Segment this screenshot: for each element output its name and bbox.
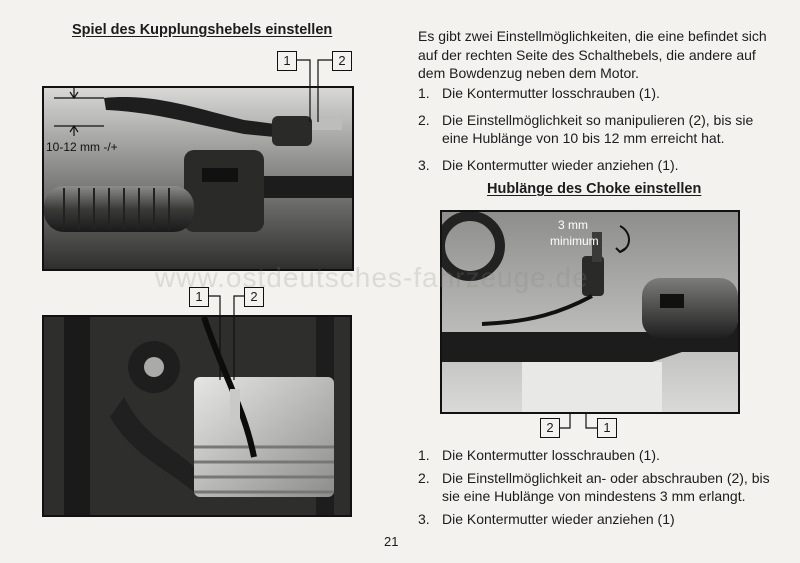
intro-paragraph: Es gibt zwei Einstellmöglichkeiten, die eine befindet sich auf der rechten Seite des Schalthebels, die andere auf dem Bowdenzug neben dem Motor. (418, 28, 767, 81)
choke-lever-photo (440, 210, 740, 414)
choke-section-title: Hublänge des Choke einstellen (487, 181, 702, 197)
engine-cable-illustration (44, 317, 350, 515)
callout-1: 1 (277, 51, 297, 71)
clutch-lever-photo (42, 86, 354, 271)
callout-2: 2 (540, 418, 560, 438)
watermark: www.ostdeutsches-fahrzeuge.de (155, 262, 589, 293)
choke-annotation-mm: 3 mm (558, 218, 588, 232)
list-item: 1. Die Kontermutter losschrauben (1). (418, 447, 660, 463)
page-number: 21 (384, 534, 399, 549)
list-item: 2. Die Einstellmöglichkeit so manipulieren (2), bis sie eine Hublänge von 10 bis 12 mm erreicht hat. (418, 111, 754, 146)
clutch-section-title: Spiel des Kupplungshebels einstellen (72, 22, 333, 38)
engine-cable-photo (42, 315, 352, 517)
clutch-steps-list (418, 84, 770, 182)
callout-1: 1 (597, 418, 617, 438)
callout-2: 2 (332, 51, 352, 71)
choke-annotation-minimum: minimum (550, 234, 599, 248)
callout-1: 1 (189, 287, 209, 307)
choke-steps-list (418, 446, 770, 536)
list-item: 2. Die Einstellmöglichkeit an- oder abschrauben (2), bis sie eine Hublänge von mindestens 3 mm erlangt. (418, 469, 770, 504)
measurement-label: 10-12 mm -/+ (46, 140, 118, 154)
list-item: 3. Die Kontermutter wieder anziehen (1). (418, 156, 679, 173)
clutch-lever-illustration (44, 88, 352, 269)
callout-2: 2 (244, 287, 264, 307)
list-item: 1. Die Kontermutter losschrauben (1). (418, 85, 660, 101)
list-item: 3. Die Kontermutter wieder anziehen (1) (418, 510, 675, 527)
